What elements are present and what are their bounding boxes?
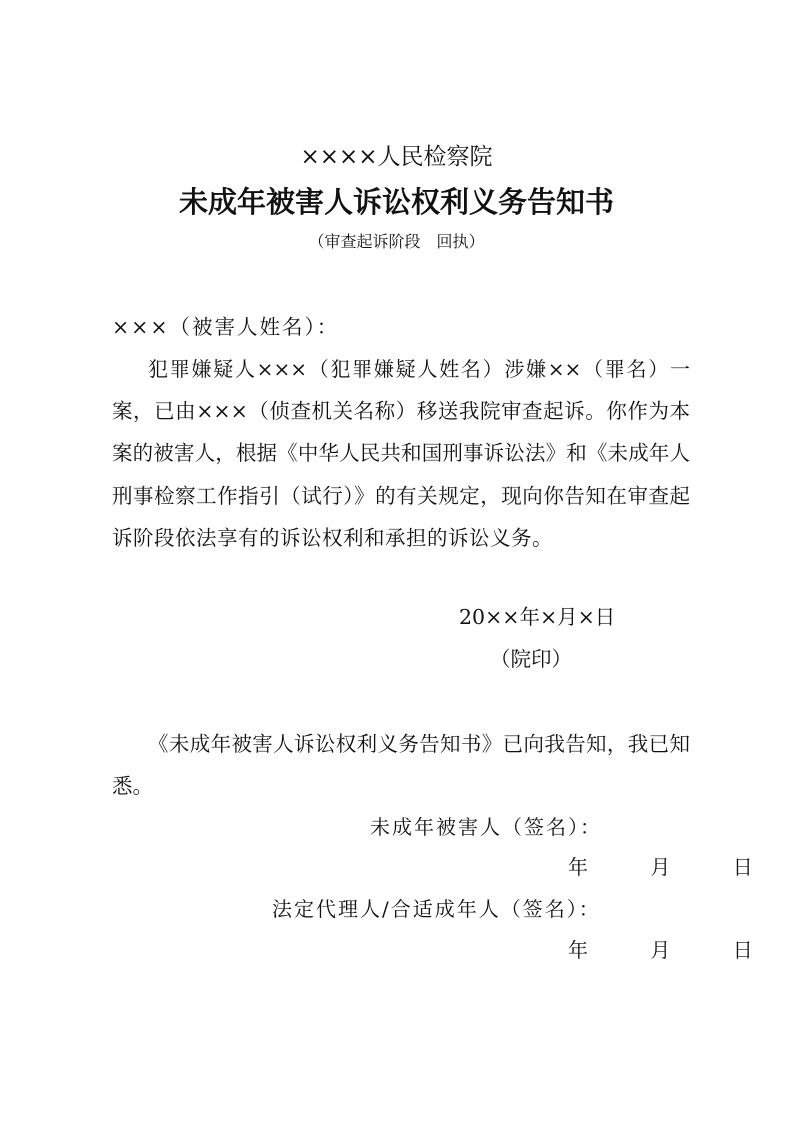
notice-line: 刑事检察工作指引（试行）》的有关规定，现向你告知在审查起	[112, 484, 690, 508]
receipt-line: 悉。	[112, 774, 153, 798]
receipt-line: 《未成年被害人诉讼权利义务告知书》已向我告知，我已知	[148, 732, 690, 756]
page-subtitle: （审查起诉阶段 回执）	[308, 232, 485, 251]
guardian-signature-date: 年 月 日	[568, 938, 759, 962]
notice-line: 犯罪嫌疑人×××（犯罪嫌疑人姓名）涉嫌××（罪名）一	[148, 357, 690, 381]
victim-signature-date: 年 月 日	[568, 855, 759, 879]
victim-signature-label: 未成年被害人（签名）：	[370, 815, 602, 839]
salutation: ×××（被害人姓名）：	[112, 315, 340, 339]
guardian-signature-label: 法定代理人/合适成年人（签名）：	[272, 897, 601, 921]
notice-line: 诉阶段依法享有的诉讼权利和承担的诉讼义务。	[112, 526, 553, 550]
notice-line: 案，已由×××（侦查机关名称）移送我院审查起诉。你作为本	[112, 399, 690, 423]
page-title: 未成年被害人诉讼权利义务告知书	[178, 185, 614, 219]
court-seal: （院印）	[490, 647, 572, 671]
notice-date: 20××年×月×日	[459, 605, 616, 629]
procuratorate-name: ××××人民检察院	[300, 144, 493, 170]
notice-line: 案的被害人，根据《中华人民共和国刑事诉讼法》和《未成年人	[112, 441, 690, 465]
